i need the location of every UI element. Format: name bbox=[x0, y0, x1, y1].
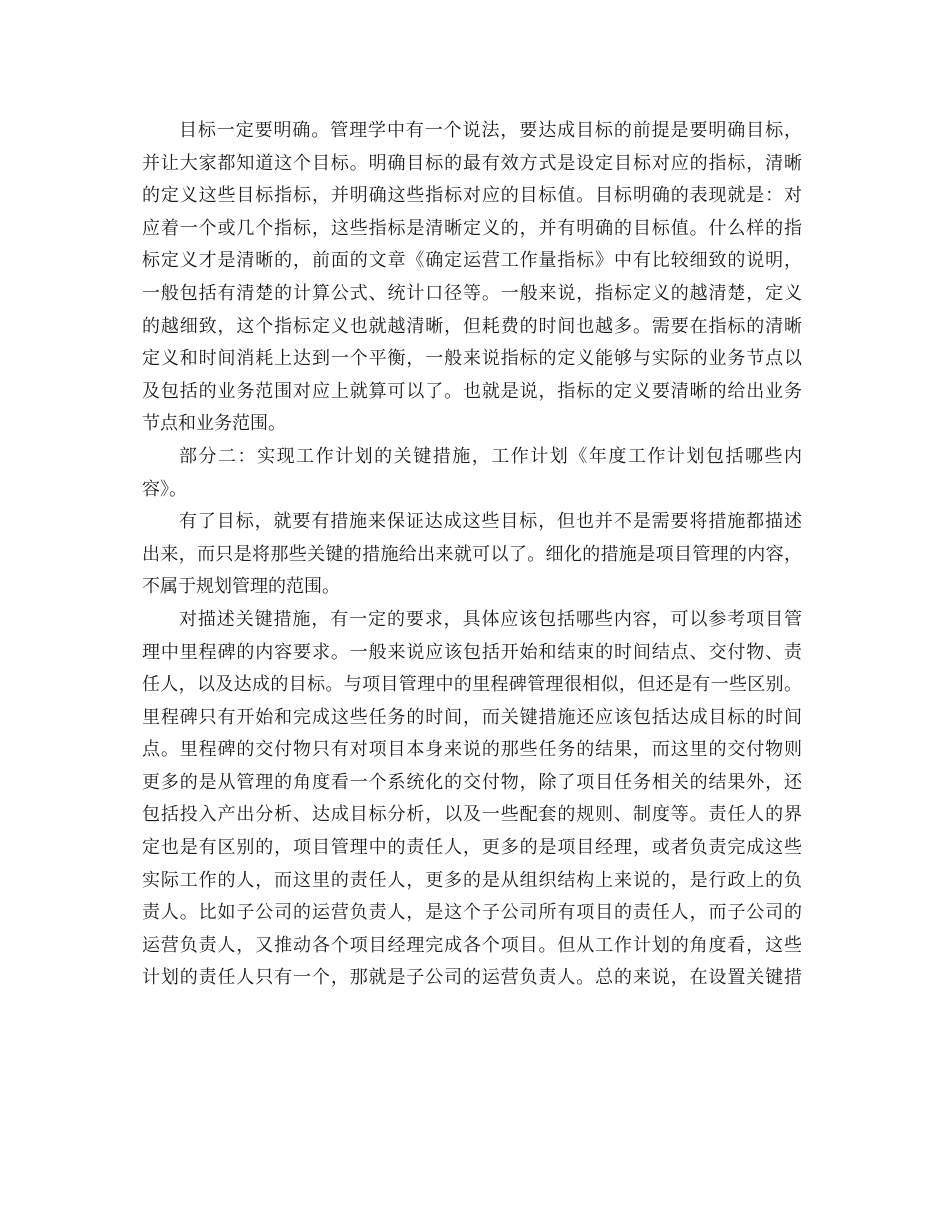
text-line: 的越细致，这个指标定义也就越清晰，但耗费的时间也越多。需要在指标的清晰 bbox=[142, 315, 802, 337]
text-line: 更多的是从管理的角度看一个系统化的交付物，除了项目任务相关的结果外，还 bbox=[142, 771, 802, 793]
body-text bbox=[142, 115, 802, 995]
text-line: 实际工作的人，而这里的责任人，更多的是从组织结构上来说的，是行政上的负 bbox=[142, 869, 802, 891]
text-line: 责人。比如子公司的运营负责人，是这个子公司所有项目的责任人，而子公司的 bbox=[142, 902, 802, 924]
text-line: 计划的责任人只有一个，那就是子公司的运营负责人。总的来说，在设置关键措 bbox=[142, 967, 802, 989]
text-line: 任人，以及达成的目标。与项目管理中的里程碑管理很相似，但还是有一些区别。 bbox=[142, 674, 802, 696]
text-line: 出来，而只是将那些关键的措施给出来就可以了。细化的措施是项目管理的内容， bbox=[142, 543, 802, 565]
text-line: 应着一个或几个指标，这些指标是清晰定义的，并有明确的目标值。什么样的指 bbox=[142, 217, 802, 239]
text-line: 定义和时间消耗上达到一个平衡，一般来说指标的定义能够与实际的业务节点以 bbox=[142, 348, 802, 370]
text-line: 里程碑只有开始和完成这些任务的时间，而关键措施还应该包括达成目标的时间 bbox=[142, 706, 802, 728]
text-line: 点。里程碑的交付物只有对项目本身来说的那些任务的结果，而这里的交付物则 bbox=[142, 739, 802, 761]
text-line: 及包括的业务范围对应上就算可以了。也就是说，指标的定义要清晰的给出业务 bbox=[142, 380, 802, 402]
section-heading-line: 部分二：实现工作计划的关键措施，工作计划《年度工作计划包括哪些内 bbox=[179, 445, 802, 467]
text-line: 理中里程碑的内容要求。一般来说应该包括开始和结束的时间结点、交付物、责 bbox=[142, 641, 802, 663]
text-line: 的定义这些目标指标，并明确这些指标对应的目标值。目标明确的表现就是：对 bbox=[142, 185, 802, 207]
section-heading-line: 容》。 bbox=[142, 478, 187, 500]
text-line: 不属于规划管理的范围。 bbox=[142, 576, 340, 598]
text-line: 定也是有区别的，项目管理中的责任人，更多的是项目经理，或者负责完成这些 bbox=[142, 837, 802, 859]
text-line: 并让大家都知道这个目标。明确目标的最有效方式是设定目标对应的指标，清晰 bbox=[142, 152, 802, 174]
text-line: 目标一定要明确。管理学中有一个说法，要达成目标的前提是要明确目标， bbox=[179, 120, 802, 141]
text-line: 运营负责人，又推动各个项目经理完成各个项目。但从工作计划的角度看，这些 bbox=[142, 934, 802, 956]
text-line: 包括投入产出分析、达成目标分析，以及一些配套的规则、制度等。责任人的界 bbox=[142, 804, 802, 826]
text-line: 标定义才是清晰的，前面的文章《确定运营工作量指标》中有比较细致的说明， bbox=[142, 250, 802, 272]
text-line: 节点和业务范围。 bbox=[142, 413, 286, 435]
text-line: 对描述关键措施，有一定的要求，具体应该包括哪些内容，可以参考项目管 bbox=[179, 608, 802, 630]
text-line: 一般包括有清楚的计算公式、统计口径等。一般来说，指标定义的越清楚，定义 bbox=[142, 282, 802, 304]
text-line: 有了目标，就要有措施来保证达成这些目标，但也并不是需要将措施都描述 bbox=[179, 511, 802, 533]
